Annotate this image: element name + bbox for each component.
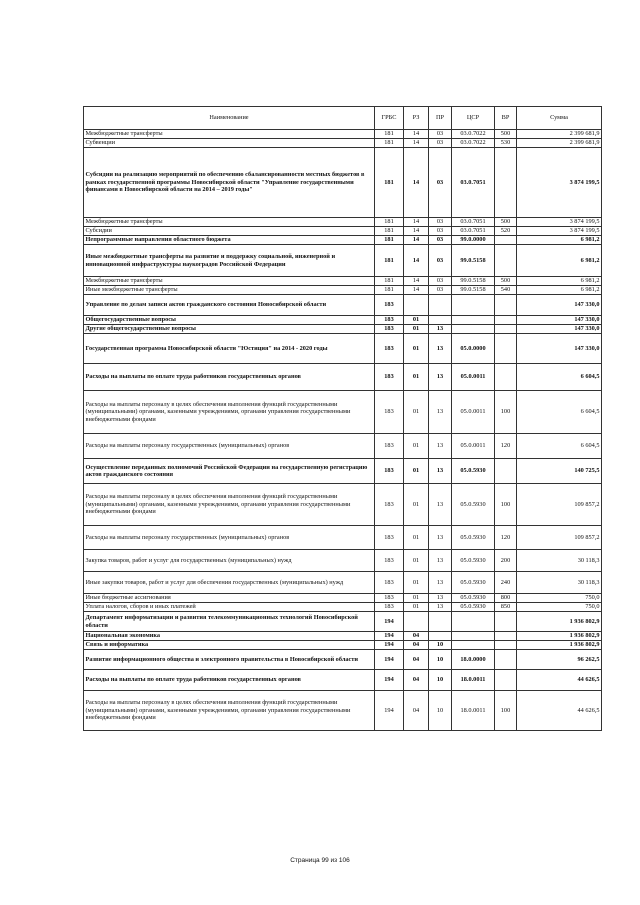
cell-rz: 01 bbox=[404, 526, 429, 550]
cell-name: Уплата налогов, сборов и иных платежей bbox=[84, 603, 375, 612]
table-row bbox=[84, 245, 602, 277]
header-name: Наименование bbox=[84, 107, 375, 130]
cell-csr bbox=[452, 325, 495, 334]
cell-name: Субсидии bbox=[84, 227, 375, 236]
cell-sum: 6 604,5 bbox=[517, 364, 602, 391]
cell-pr: 03 bbox=[429, 227, 452, 236]
cell-pr: 13 bbox=[429, 550, 452, 572]
cell-rz: 14 bbox=[404, 236, 429, 245]
cell-csr: 05.0.5930 bbox=[452, 550, 495, 572]
cell-pr bbox=[429, 632, 452, 641]
cell-pr: 13 bbox=[429, 603, 452, 612]
cell-name: Связь и информатика bbox=[84, 641, 375, 650]
cell-grbs: 183 bbox=[375, 391, 404, 434]
cell-csr: 05.0.0011 bbox=[452, 364, 495, 391]
cell-grbs: 181 bbox=[375, 218, 404, 227]
table-row bbox=[84, 484, 602, 526]
cell-sum: 3 874 199,5 bbox=[517, 218, 602, 227]
table-row bbox=[84, 139, 602, 148]
budget-table bbox=[83, 106, 602, 731]
cell-rz: 04 bbox=[404, 650, 429, 670]
cell-sum: 30 118,3 bbox=[517, 550, 602, 572]
cell-name: Иные межбюджетные трансферты bbox=[84, 286, 375, 295]
cell-vr bbox=[495, 148, 517, 218]
cell-sum: 2 399 681,9 bbox=[517, 139, 602, 148]
cell-rz: 14 bbox=[404, 245, 429, 277]
cell-name: Межбюджетные трансферты bbox=[84, 218, 375, 227]
cell-grbs: 181 bbox=[375, 227, 404, 236]
cell-sum: 147 330,0 bbox=[517, 316, 602, 325]
cell-rz: 14 bbox=[404, 218, 429, 227]
cell-sum: 2 399 681,9 bbox=[517, 130, 602, 139]
cell-rz: 14 bbox=[404, 227, 429, 236]
cell-csr: 05.0.5930 bbox=[452, 484, 495, 526]
cell-vr bbox=[495, 316, 517, 325]
cell-grbs: 183 bbox=[375, 594, 404, 603]
cell-grbs: 183 bbox=[375, 459, 404, 484]
cell-vr bbox=[495, 459, 517, 484]
cell-name: Расходы на выплаты персоналу в целях обеспечения выполнения функций государственными (муниципальными) органами, казенными учреждениями, органами управления государственными внебюджетными фондами bbox=[84, 484, 375, 526]
cell-csr bbox=[452, 295, 495, 316]
cell-grbs: 194 bbox=[375, 670, 404, 691]
cell-sum: 1 936 802,9 bbox=[517, 641, 602, 650]
cell-grbs: 181 bbox=[375, 148, 404, 218]
cell-grbs: 181 bbox=[375, 286, 404, 295]
table-row bbox=[84, 434, 602, 459]
table-row bbox=[84, 148, 602, 218]
cell-rz: 01 bbox=[404, 434, 429, 459]
cell-pr: 03 bbox=[429, 245, 452, 277]
cell-name: Непрограммные направления областного бюджета bbox=[84, 236, 375, 245]
cell-rz: 01 bbox=[404, 391, 429, 434]
cell-pr: 13 bbox=[429, 526, 452, 550]
cell-csr: 05.0.5930 bbox=[452, 459, 495, 484]
cell-pr: 13 bbox=[429, 572, 452, 594]
cell-csr: 05.0.0000 bbox=[452, 334, 495, 364]
cell-vr bbox=[495, 236, 517, 245]
cell-name: Межбюджетные трансферты bbox=[84, 130, 375, 139]
cell-sum: 750,0 bbox=[517, 603, 602, 612]
cell-csr: 99.0.0000 bbox=[452, 236, 495, 245]
cell-pr: 10 bbox=[429, 650, 452, 670]
cell-rz: 01 bbox=[404, 484, 429, 526]
cell-rz: 04 bbox=[404, 670, 429, 691]
cell-vr: 100 bbox=[495, 691, 517, 731]
cell-pr: 13 bbox=[429, 334, 452, 364]
cell-rz: 01 bbox=[404, 459, 429, 484]
cell-pr: 13 bbox=[429, 325, 452, 334]
cell-grbs: 194 bbox=[375, 691, 404, 731]
cell-csr: 18.0.0011 bbox=[452, 670, 495, 691]
header-pr: ПР bbox=[429, 107, 452, 130]
cell-rz: 14 bbox=[404, 130, 429, 139]
cell-vr bbox=[495, 650, 517, 670]
cell-vr: 120 bbox=[495, 526, 517, 550]
cell-grbs: 194 bbox=[375, 650, 404, 670]
cell-sum: 1 936 802,9 bbox=[517, 612, 602, 632]
cell-csr: 18.0.0000 bbox=[452, 650, 495, 670]
cell-sum: 140 725,5 bbox=[517, 459, 602, 484]
cell-pr: 13 bbox=[429, 364, 452, 391]
cell-rz bbox=[404, 295, 429, 316]
cell-grbs: 181 bbox=[375, 139, 404, 148]
cell-name: Государственная программа Новосибирской области "Юстиция" на 2014 - 2020 годы bbox=[84, 334, 375, 364]
cell-name: Иные бюджетные ассигнования bbox=[84, 594, 375, 603]
cell-rz: 14 bbox=[404, 286, 429, 295]
cell-rz: 14 bbox=[404, 139, 429, 148]
cell-vr: 800 bbox=[495, 594, 517, 603]
table-row bbox=[84, 691, 602, 731]
cell-pr: 10 bbox=[429, 670, 452, 691]
table-row bbox=[84, 227, 602, 236]
header-rz: РЗ bbox=[404, 107, 429, 130]
table-header-row bbox=[84, 107, 602, 130]
cell-sum: 147 330,0 bbox=[517, 325, 602, 334]
cell-vr bbox=[495, 612, 517, 632]
cell-rz: 01 bbox=[404, 572, 429, 594]
cell-csr: 03.0.7022 bbox=[452, 130, 495, 139]
cell-name: Осуществление переданных полномочий Российской Федерации на государственную регистрацию актов гражданского состояния bbox=[84, 459, 375, 484]
cell-name: Расходы на выплаты персоналу в целях обеспечения выполнения функций государственными (муниципальными) органами, казенными учреждениями, органами управления государственными внебюджетными фондами bbox=[84, 391, 375, 434]
cell-sum: 109 857,2 bbox=[517, 526, 602, 550]
cell-sum: 3 874 199,5 bbox=[517, 227, 602, 236]
table-row bbox=[84, 218, 602, 227]
table-row bbox=[84, 572, 602, 594]
table-row bbox=[84, 286, 602, 295]
cell-pr: 03 bbox=[429, 286, 452, 295]
table-row bbox=[84, 295, 602, 316]
cell-name: Управление по делам записи актов гражданского состояния Новосибирской области bbox=[84, 295, 375, 316]
cell-pr: 03 bbox=[429, 139, 452, 148]
cell-sum: 147 330,0 bbox=[517, 295, 602, 316]
table-body bbox=[84, 130, 602, 731]
table-row bbox=[84, 459, 602, 484]
cell-pr bbox=[429, 295, 452, 316]
cell-vr: 500 bbox=[495, 130, 517, 139]
cell-sum: 6 604,5 bbox=[517, 434, 602, 459]
cell-csr: 03.0.7022 bbox=[452, 139, 495, 148]
cell-name: Другие общегосударственные вопросы bbox=[84, 325, 375, 334]
cell-pr bbox=[429, 316, 452, 325]
cell-sum: 44 626,5 bbox=[517, 691, 602, 731]
cell-grbs: 181 bbox=[375, 245, 404, 277]
cell-vr: 200 bbox=[495, 550, 517, 572]
cell-csr: 99.0.5158 bbox=[452, 286, 495, 295]
cell-grbs: 183 bbox=[375, 316, 404, 325]
table-row bbox=[84, 334, 602, 364]
table-row bbox=[84, 130, 602, 139]
cell-vr: 500 bbox=[495, 218, 517, 227]
cell-sum: 96 262,5 bbox=[517, 650, 602, 670]
cell-name: Межбюджетные трансферты bbox=[84, 277, 375, 286]
cell-grbs: 183 bbox=[375, 364, 404, 391]
cell-vr bbox=[495, 245, 517, 277]
cell-grbs: 183 bbox=[375, 603, 404, 612]
cell-rz: 01 bbox=[404, 316, 429, 325]
table-row bbox=[84, 650, 602, 670]
cell-pr: 13 bbox=[429, 391, 452, 434]
cell-grbs: 183 bbox=[375, 434, 404, 459]
cell-pr: 03 bbox=[429, 236, 452, 245]
cell-csr: 18.0.0011 bbox=[452, 691, 495, 731]
cell-pr: 10 bbox=[429, 691, 452, 731]
table-row bbox=[84, 364, 602, 391]
cell-name: Расходы на выплаты персоналу в целях обеспечения выполнения функций государственными (муниципальными) органами, казенными учреждениями, органами управления государственными внебюджетными фондами bbox=[84, 691, 375, 731]
cell-grbs: 183 bbox=[375, 325, 404, 334]
cell-vr: 100 bbox=[495, 484, 517, 526]
cell-csr: 03.0.7051 bbox=[452, 148, 495, 218]
cell-vr bbox=[495, 632, 517, 641]
cell-rz: 14 bbox=[404, 148, 429, 218]
table-row bbox=[84, 236, 602, 245]
header-sum: Сумма bbox=[517, 107, 602, 130]
cell-name: Расходы на выплаты по оплате труда работников государственных органов bbox=[84, 364, 375, 391]
cell-sum: 6 981,2 bbox=[517, 277, 602, 286]
cell-csr: 05.0.5930 bbox=[452, 572, 495, 594]
table-row bbox=[84, 594, 602, 603]
table-row bbox=[84, 550, 602, 572]
cell-csr bbox=[452, 316, 495, 325]
cell-name: Субсидии на реализацию мероприятий по обеспечению сбалансированности местных бюджетов в рамках государственной программы Новосибирской области "Управление государственными финансами в Новосибирской области на 2014 – 2019 годы" bbox=[84, 148, 375, 218]
cell-grbs: 181 bbox=[375, 130, 404, 139]
cell-grbs: 183 bbox=[375, 295, 404, 316]
cell-vr: 500 bbox=[495, 277, 517, 286]
cell-name: Иные закупки товаров, работ и услуг для обеспечения государственных (муниципальных) нужд bbox=[84, 572, 375, 594]
table-row bbox=[84, 632, 602, 641]
cell-csr bbox=[452, 612, 495, 632]
cell-vr: 240 bbox=[495, 572, 517, 594]
cell-grbs: 183 bbox=[375, 334, 404, 364]
cell-pr: 10 bbox=[429, 641, 452, 650]
cell-grbs: 183 bbox=[375, 484, 404, 526]
cell-sum: 6 604,5 bbox=[517, 391, 602, 434]
cell-rz: 04 bbox=[404, 691, 429, 731]
cell-pr: 03 bbox=[429, 148, 452, 218]
cell-vr: 540 bbox=[495, 286, 517, 295]
cell-grbs: 181 bbox=[375, 236, 404, 245]
cell-name: Национальная экономика bbox=[84, 632, 375, 641]
cell-csr: 03.0.7051 bbox=[452, 218, 495, 227]
cell-vr bbox=[495, 641, 517, 650]
header-vr: ВР bbox=[495, 107, 517, 130]
cell-rz: 04 bbox=[404, 632, 429, 641]
cell-name: Общегосударственные вопросы bbox=[84, 316, 375, 325]
cell-rz: 01 bbox=[404, 550, 429, 572]
cell-pr: 03 bbox=[429, 277, 452, 286]
cell-vr: 120 bbox=[495, 434, 517, 459]
cell-pr: 13 bbox=[429, 594, 452, 603]
cell-csr: 99.0.5158 bbox=[452, 245, 495, 277]
cell-grbs: 194 bbox=[375, 632, 404, 641]
cell-name: Субвенции bbox=[84, 139, 375, 148]
cell-name: Департамент информатизации и развития телекоммуникационных технологий Новосибирской области bbox=[84, 612, 375, 632]
cell-pr: 03 bbox=[429, 130, 452, 139]
cell-csr: 05.0.0011 bbox=[452, 434, 495, 459]
cell-sum: 109 857,2 bbox=[517, 484, 602, 526]
cell-sum: 3 874 199,5 bbox=[517, 148, 602, 218]
cell-rz: 01 bbox=[404, 594, 429, 603]
cell-grbs: 194 bbox=[375, 612, 404, 632]
cell-pr: 13 bbox=[429, 459, 452, 484]
cell-vr bbox=[495, 295, 517, 316]
cell-grbs: 183 bbox=[375, 572, 404, 594]
table-row bbox=[84, 612, 602, 632]
cell-pr bbox=[429, 612, 452, 632]
cell-vr bbox=[495, 670, 517, 691]
cell-rz: 01 bbox=[404, 364, 429, 391]
cell-rz: 01 bbox=[404, 603, 429, 612]
cell-pr: 13 bbox=[429, 484, 452, 526]
cell-vr: 100 bbox=[495, 391, 517, 434]
cell-vr: 530 bbox=[495, 139, 517, 148]
cell-rz bbox=[404, 612, 429, 632]
cell-grbs: 181 bbox=[375, 277, 404, 286]
header-csr: ЦСР bbox=[452, 107, 495, 130]
cell-csr: 05.0.0011 bbox=[452, 391, 495, 434]
table-row bbox=[84, 526, 602, 550]
cell-vr bbox=[495, 334, 517, 364]
cell-name: Расходы на выплаты персоналу государственных (муниципальных) органов bbox=[84, 434, 375, 459]
cell-sum: 750,0 bbox=[517, 594, 602, 603]
table-row bbox=[84, 603, 602, 612]
cell-sum: 44 626,5 bbox=[517, 670, 602, 691]
cell-pr: 03 bbox=[429, 218, 452, 227]
cell-rz: 01 bbox=[404, 334, 429, 364]
cell-sum: 1 936 802,9 bbox=[517, 632, 602, 641]
cell-name: Развитие информационного общества и электронного правительства в Новосибирской области bbox=[84, 650, 375, 670]
cell-csr: 05.0.5930 bbox=[452, 526, 495, 550]
cell-sum: 6 981,2 bbox=[517, 245, 602, 277]
cell-csr: 05.0.5930 bbox=[452, 594, 495, 603]
table-row bbox=[84, 325, 602, 334]
table-row bbox=[84, 277, 602, 286]
cell-rz: 14 bbox=[404, 277, 429, 286]
table-row bbox=[84, 316, 602, 325]
cell-grbs: 183 bbox=[375, 550, 404, 572]
cell-rz: 04 bbox=[404, 641, 429, 650]
table-row bbox=[84, 641, 602, 650]
cell-vr bbox=[495, 364, 517, 391]
header-grbs: ГРБС bbox=[375, 107, 404, 130]
cell-csr: 99.0.5158 bbox=[452, 277, 495, 286]
page-number: Страница 99 из 106 bbox=[290, 857, 350, 864]
cell-csr bbox=[452, 632, 495, 641]
cell-rz: 01 bbox=[404, 325, 429, 334]
cell-sum: 6 981,2 bbox=[517, 286, 602, 295]
cell-sum: 30 118,3 bbox=[517, 572, 602, 594]
cell-vr: 850 bbox=[495, 603, 517, 612]
cell-csr: 03.0.7051 bbox=[452, 227, 495, 236]
cell-sum: 147 330,0 bbox=[517, 334, 602, 364]
table-row bbox=[84, 391, 602, 434]
table-row bbox=[84, 670, 602, 691]
cell-name: Иные межбюджетные трансферты на развитие и поддержку социальной, инженерной и инновационной инфраструктуры наукоградов Российской Федерации bbox=[84, 245, 375, 277]
cell-csr bbox=[452, 641, 495, 650]
cell-csr: 05.0.5930 bbox=[452, 603, 495, 612]
cell-name: Расходы на выплаты по оплате труда работников государственных органов bbox=[84, 670, 375, 691]
cell-vr: 520 bbox=[495, 227, 517, 236]
cell-grbs: 194 bbox=[375, 641, 404, 650]
cell-grbs: 183 bbox=[375, 526, 404, 550]
cell-pr: 13 bbox=[429, 434, 452, 459]
cell-sum: 6 981,2 bbox=[517, 236, 602, 245]
cell-name: Расходы на выплаты персоналу государственных (муниципальных) органов bbox=[84, 526, 375, 550]
cell-vr bbox=[495, 325, 517, 334]
cell-name: Закупка товаров, работ и услуг для государственных (муниципальных) нужд bbox=[84, 550, 375, 572]
